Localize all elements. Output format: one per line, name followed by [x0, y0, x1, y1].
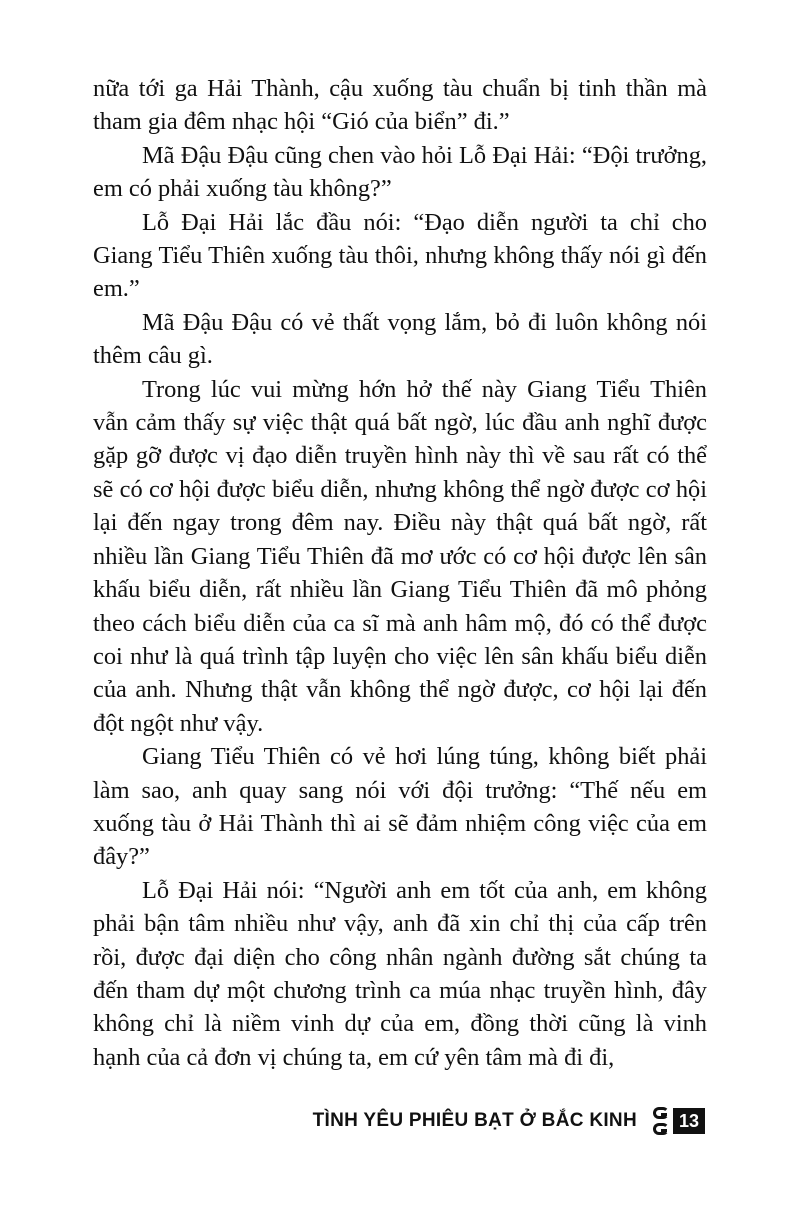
paragraph-2: Mã Đậu Đậu cũng chen vào hỏi Lỗ Đại Hải: “Đội trưởng, em có phải xuống tàu không?” [93, 141, 707, 203]
paragraph-5: Trong lúc vui mừng hớn hở thế này Giang Tiểu Thiên vẫn cảm thấy sự việc thật quá bất ngờ, lúc đầu anh nghĩ được gặp gỡ được vị đạo diễn truyền hình này thì về sau rất có thể sẽ có cơ hội được biểu diễn, nhưng không thể ngờ được cơ hội lại đến ngay trong đêm nay. Điều này thật quá bất ngờ, rất nhiều lần Giang Tiểu Thiên đã mơ ước có cơ hội được lên sân khấu biểu diễn, rất nhiều lần Giang Tiểu Thiên đã mô phỏng theo cách biểu diễn của ca sĩ mà anh hâm mộ, đó có thể được coi như là quá trình tập luyện cho việc lên sân khấu biểu diễn của anh. Nhưng thật vẫn không thể ngờ được, cơ hội lại đến đột ngột như vậy. [93, 375, 707, 737]
page-number: 13 [673, 1108, 705, 1134]
body-text [93, 72, 707, 1074]
paragraph-6: Giang Tiểu Thiên có vẻ hơi lúng túng, không biết phải làm sao, anh quay sang nói với đội trưởng: “Thế nếu em xuống tàu ở Hải Thành thì ai sẽ đảm nhiệm công việc của em đây?” [93, 743, 707, 871]
paragraph-4: Mã Đậu Đậu có vẻ thất vọng lắm, bỏ đi luôn không nói thêm câu gì. [93, 308, 707, 370]
paragraph-3: Lỗ Đại Hải lắc đầu nói: “Đạo diễn người ta chỉ cho Giang Tiểu Thiên xuống tàu thôi, nhưng không thấy nói gì đến em.” [93, 208, 707, 303]
paragraph-7: Lỗ Đại Hải nói: “Người anh em tốt của anh, em không phải bận tâm nhiều như vậy, anh đã xin chỉ thị của cấp trên rồi, được đại diện cho công nhân ngành đường sắt chúng ta đến tham dự một chương trình ca múa nhạc truyền hình, đây không chỉ là niềm vinh dự của em, đồng thời cũng là vinh hạnh của cả đơn vị chúng ta, em cứ yên tâm mà đi đi, [93, 876, 707, 1071]
page-footer [313, 1106, 705, 1136]
gg-publisher-logo-icon [651, 1107, 671, 1135]
paragraph-1: nữa tới ga Hải Thành, cậu xuống tàu chuẩn bị tinh thần mà tham gia đêm nhạc hội “Gió của biển” đi.” [93, 75, 707, 136]
running-title: TÌNH YÊU PHIÊU BẠT Ở BẮC KINH [312, 1110, 637, 1131]
